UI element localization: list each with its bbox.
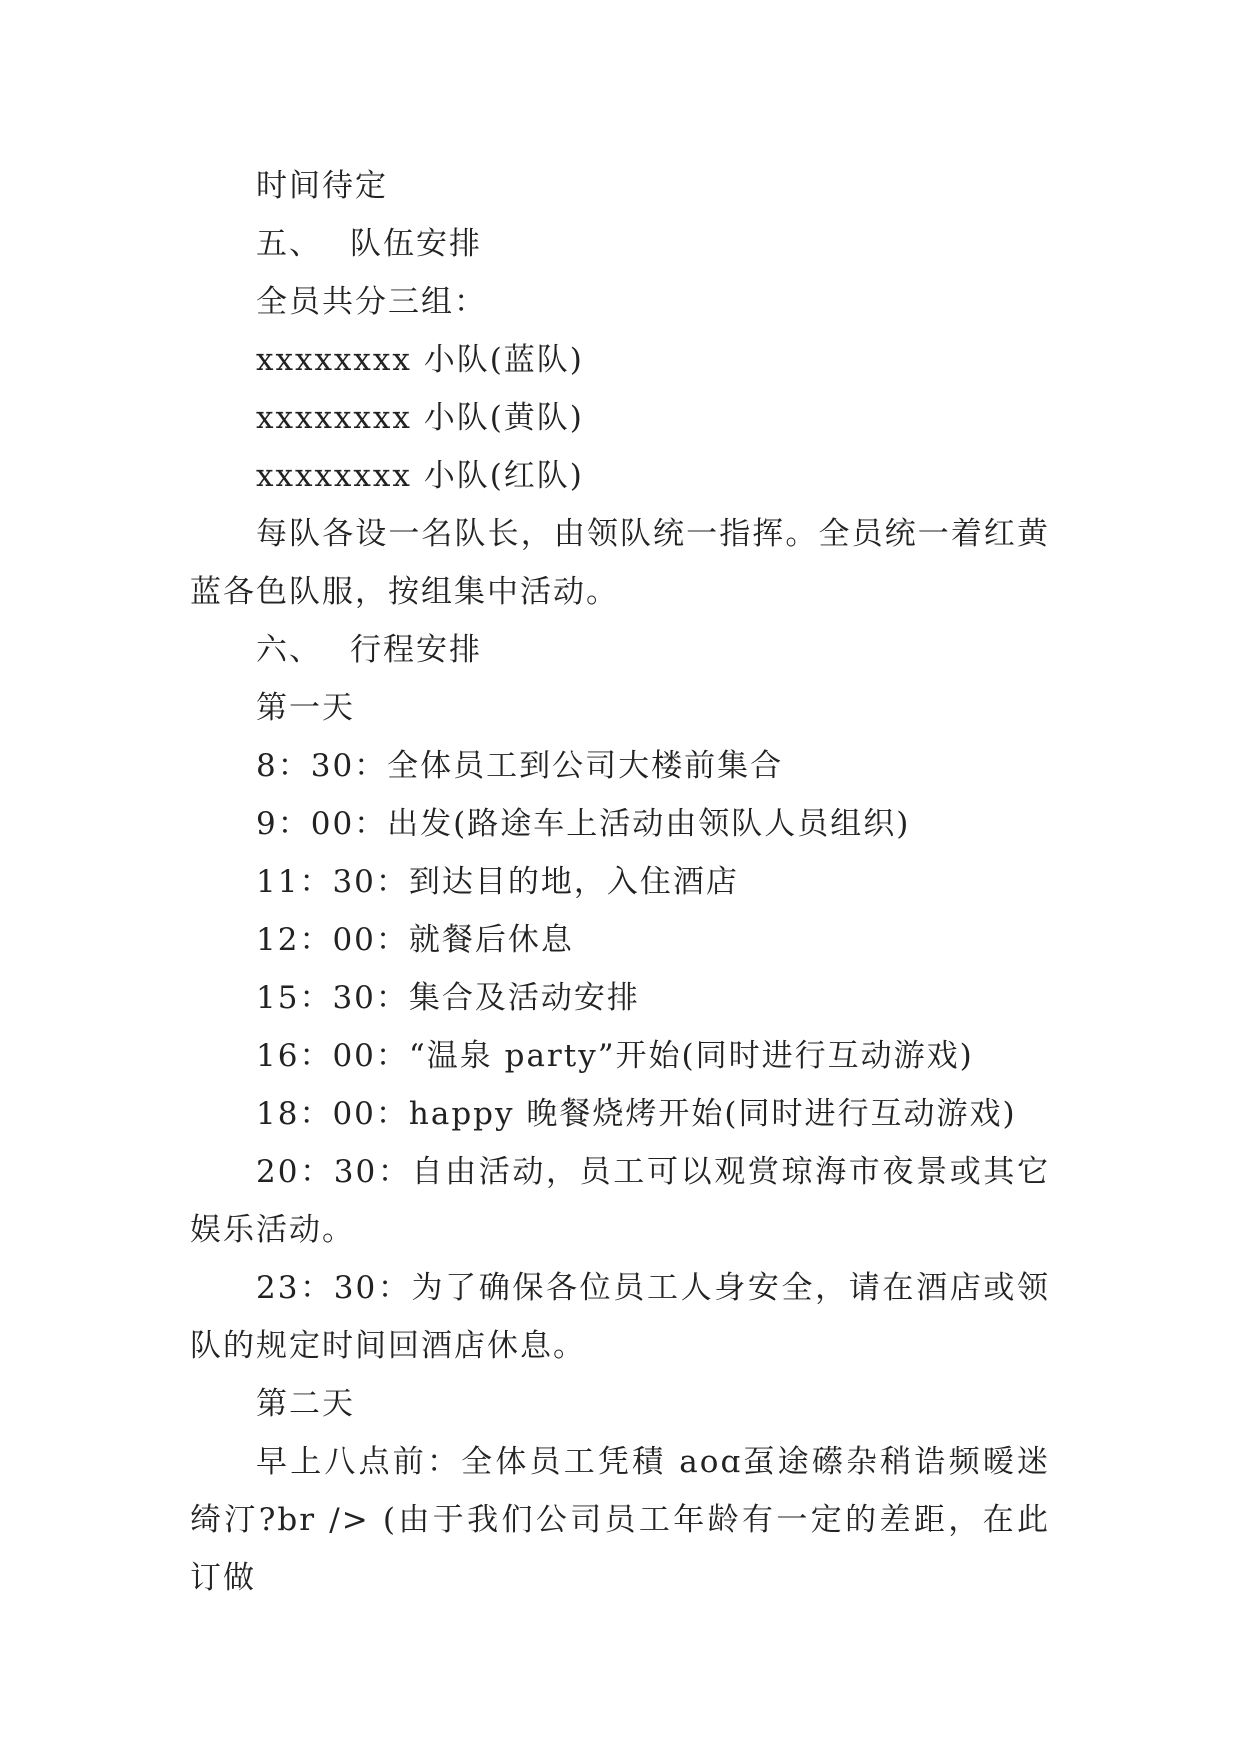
schedule-paragraph: 20：30：自由活动，员工可以观赏琼海市夜景或其它娱乐活动。 (190, 1154, 1050, 1248)
schedule-item: 16：00：“温泉 party”开始(同时进行互动游戏) (256, 1038, 974, 1074)
schedule-item: 11：30：到达目的地，入住酒店 (256, 864, 739, 900)
schedule-item: 15：30：集合及活动安排 (256, 980, 640, 1016)
schedule-item: 18：00：happy 晚餐烧烤开始(同时进行互动游戏) (256, 1096, 1017, 1132)
schedule-item: 8：30：全体员工到公司大楼前集合 (256, 748, 784, 784)
team-line-red: xxxxxxxx 小队(红队) (256, 458, 584, 494)
day-heading: 第二天 (256, 1386, 355, 1422)
section-heading (190, 215, 1050, 273)
text-line: 时间待定 (256, 168, 388, 204)
team-line-yellow: xxxxxxxx 小队(黄队) (256, 400, 584, 436)
section-number: 六、 (256, 632, 322, 668)
schedule-item: 9：00：出发(路途车上活动由领队人员组织) (256, 806, 911, 842)
document-body (190, 157, 1050, 1607)
paragraph: 每队各设一名队长，由领队统一指挥。全员统一着红黄蓝各色队服，按组集中活动。 (190, 516, 1050, 610)
section-heading (190, 621, 1050, 679)
section-title: 队伍安排 (350, 226, 482, 262)
text-line: 全员共分三组： (256, 284, 487, 320)
section-number: 五、 (256, 226, 322, 262)
schedule-paragraph: 早上八点前：全体员工凭積 aoɑ虿途礤杂稍诰频暧迷绮汀?br /> (由于我们公司员工年龄有一定的差距，在此订做 (190, 1444, 1050, 1596)
section-title: 行程安排 (350, 632, 482, 668)
schedule-item: 12：00：就餐后休息 (256, 922, 574, 958)
team-line-blue: xxxxxxxx 小队(蓝队) (256, 342, 584, 378)
day-heading: 第一天 (256, 690, 355, 726)
schedule-paragraph: 23：30：为了确保各位员工人身安全，请在酒店或领队的规定时间回酒店休息。 (190, 1270, 1050, 1364)
